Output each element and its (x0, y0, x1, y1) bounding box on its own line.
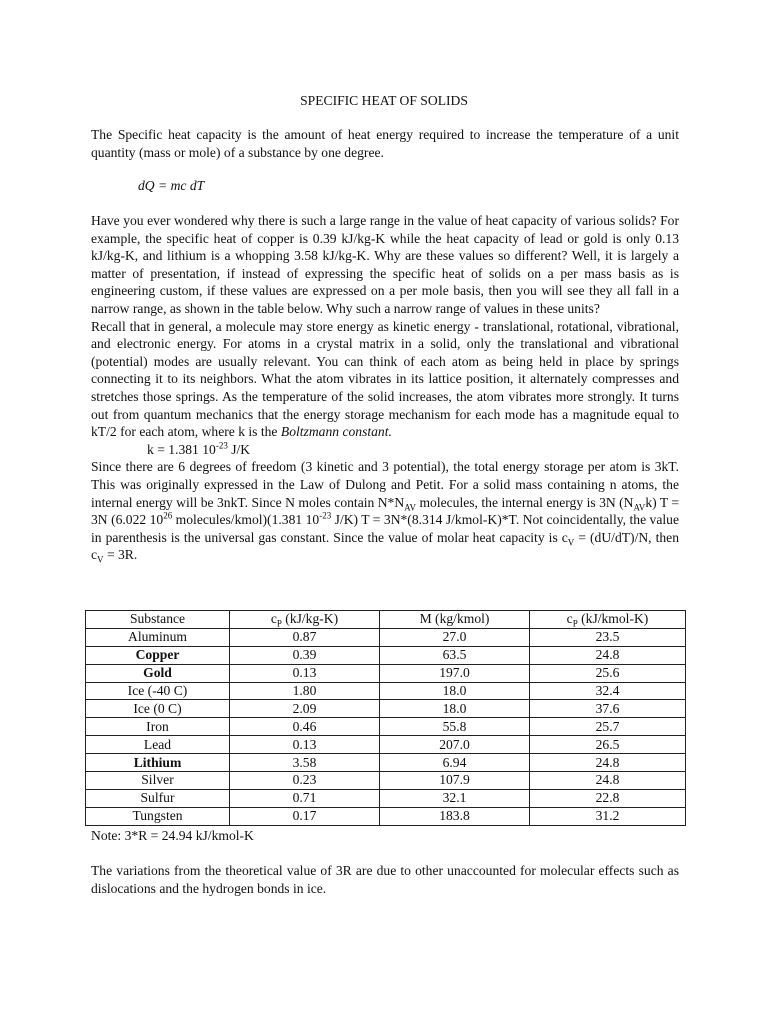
boltzmann-constant-value (91, 441, 679, 459)
cell-cp: 0.46 (230, 718, 380, 736)
table-row (86, 628, 686, 646)
superscript-23: -23 (319, 510, 332, 521)
cell-cp: 0.39 (230, 646, 380, 664)
table-row (86, 807, 686, 825)
dulong-text-e: J/K) T = 3N*(8.314 J/kmol-K)*T. Not coincidentally, the value in parenthesis is the universal gas constant. Since the value of molar heat capacity is c (91, 512, 679, 545)
cell-cp-molar: 26.5 (530, 736, 686, 754)
cell-cp-molar: 22.8 (530, 789, 686, 807)
dulong-text-a: Since there are 6 degrees of freedom (3 kinetic and 3 potential), the total energy storage per atom is 3kT. This was originally expressed in the Law of Dulong and Petit. For a solid mass containing n atoms, the internal energy will be 3nkT. Since N moles contain N*N (91, 459, 679, 510)
cell-molar-mass: 18.0 (380, 682, 530, 700)
header-cp-unit: (kJ/kg-K) (281, 611, 339, 627)
paragraph-heat-capacity-range: Have you ever wondered why there is such a large range in the value of heat capacity of various solids? For example, the specific heat of copper is 0.39 kJ/kg-K while the heat capacity of lead or gold is only 0.13 kJ/kg-K, and lithium is a whopping 3.58 kJ/kg-K. Why are these values so different? Well, it is largely a matter of presentation, if instead of expressing the specific heat of solids on a per mass basis as is engineering custom, if these values are expressed on a per mole basis, then you will see they all fall in a narrow range, as shown in the table below. Why such a narrow range of values in these units? (91, 213, 679, 316)
cell-cp-molar: 24.8 (530, 646, 686, 664)
table-row (86, 736, 686, 754)
body-section (91, 212, 679, 564)
k-exponent: -23 (215, 440, 228, 451)
cell-cp: 2.09 (230, 700, 380, 718)
table-row (86, 700, 686, 718)
specific-heat-table (85, 610, 686, 826)
boltzmann-constant-term: Boltzmann constant. (280, 424, 392, 440)
cell-substance: Lithium (86, 754, 230, 772)
header-cpm-symbol: c (566, 611, 573, 627)
cell-cp: 0.23 (230, 772, 380, 790)
cell-cp-molar: 25.7 (530, 718, 686, 736)
paragraph-dulong-petit (91, 458, 679, 564)
cell-cp: 0.17 (230, 807, 380, 825)
table-row (86, 646, 686, 664)
cell-substance: Gold (86, 664, 230, 682)
cell-substance: Tungsten (86, 807, 230, 825)
cell-cp: 0.13 (230, 664, 380, 682)
superscript-26: 26 (163, 510, 173, 521)
paragraph-energy-modes (91, 318, 679, 441)
dulong-text-b: molecules, the internal energy is 3N (N (416, 494, 634, 510)
dulong-text-d: molecules/kmol)(1.381 10 (172, 512, 320, 528)
cell-cp: 0.87 (230, 628, 380, 646)
table-row (86, 718, 686, 736)
header-molar-mass: M (kg/kmol) (380, 611, 530, 629)
cell-substance: Copper (86, 646, 230, 664)
cell-cp-molar: 25.6 (530, 664, 686, 682)
cell-molar-mass: 18.0 (380, 700, 530, 718)
cell-substance: Sulfur (86, 789, 230, 807)
cell-molar-mass: 27.0 (380, 628, 530, 646)
table-header-row (86, 611, 686, 629)
header-cpm-subscript: P (572, 619, 578, 630)
cell-molar-mass: 55.8 (380, 718, 530, 736)
header-cp-mass (230, 611, 380, 629)
energy-modes-text: Recall that in general, a molecule may store energy as kinetic energy - translational, rotational, vibrational, and electronic energy. For atoms in a crystal matrix in a solid, only the translational and vibrational (potential) modes are usually relevant. You can think of each atom as being held in place by springs connecting it to its neighbors. What the atom vibrates in its lattice position, it alternately compresses and stretches those springs. As the temperature of the solid increases, the atom vibrates more strongly. It turns out from quantum mechanics that the energy storage mechanism for each mode has a magnitude equal to kT/2 for each atom, where k is the (91, 318, 679, 440)
cell-substance: Lead (86, 736, 230, 754)
cell-cp-molar: 24.8 (530, 754, 686, 772)
subscript-av: AV (404, 502, 417, 513)
cell-cp-molar: 23.5 (530, 628, 686, 646)
dulong-text-f: = (dU/dT)/N, then c (91, 529, 679, 563)
cell-substance: Ice (-40 C) (86, 682, 230, 700)
header-cp-subscript: P (276, 619, 282, 630)
cell-molar-mass: 63.5 (380, 646, 530, 664)
subscript-v: V (97, 555, 104, 565)
cell-cp: 0.71 (230, 789, 380, 807)
closing-paragraph: The variations from the theoretical value of 3R are due to other unaccounted for molecular effects such as dislocations and the hydrogen bonds in ice. (91, 863, 679, 896)
table-row (86, 682, 686, 700)
subscript-v: V (567, 537, 575, 548)
cell-substance: Silver (86, 772, 230, 790)
cell-substance: Aluminum (86, 628, 230, 646)
table-row (86, 772, 686, 790)
cell-cp-molar: 37.6 (530, 700, 686, 718)
cell-molar-mass: 32.1 (380, 789, 530, 807)
header-substance: Substance (86, 611, 230, 629)
cell-molar-mass: 107.9 (380, 772, 530, 790)
intro-paragraph (91, 126, 679, 161)
cell-molar-mass: 197.0 (380, 664, 530, 682)
page-title: SPECIFIC HEAT OF SOLIDS (300, 93, 468, 108)
k-value: k = 1.381 10 (147, 441, 216, 457)
table-body (86, 628, 686, 825)
table-row (86, 664, 686, 682)
cell-molar-mass: 207.0 (380, 736, 530, 754)
cell-molar-mass: 6.94 (380, 754, 530, 772)
cell-cp: 3.58 (230, 754, 380, 772)
heat-equation: dQ = mc dT (138, 178, 205, 193)
k-unit: J/K (227, 441, 251, 457)
header-cp-molar (530, 611, 686, 629)
cell-cp-molar: 31.2 (530, 807, 686, 825)
table-row (86, 789, 686, 807)
cell-cp-molar: 24.8 (530, 772, 686, 790)
cell-molar-mass: 183.8 (380, 807, 530, 825)
table-row (86, 754, 686, 772)
dulong-text-c: k) T = 3N (6.022 10 (91, 494, 679, 528)
cell-cp: 0.13 (230, 736, 380, 754)
subscript-av: AV (633, 502, 646, 513)
table-note: Note: 3*R = 24.94 kJ/kmol-K (91, 828, 254, 843)
dulong-text-g: = 3R. (103, 547, 138, 563)
cell-substance: Iron (86, 718, 230, 736)
cell-cp-molar: 32.4 (530, 682, 686, 700)
cell-substance: Ice (0 C) (86, 700, 230, 718)
header-cpm-unit: (kJ/kmol-K) (577, 611, 649, 627)
header-cp-symbol: c (270, 611, 277, 627)
intro-text: The Specific heat capacity is the amount of heat energy required to increase the temperature of a unit quantity (mass or mole) of a substance by one degree. (91, 127, 679, 160)
cell-cp: 1.80 (230, 682, 380, 700)
